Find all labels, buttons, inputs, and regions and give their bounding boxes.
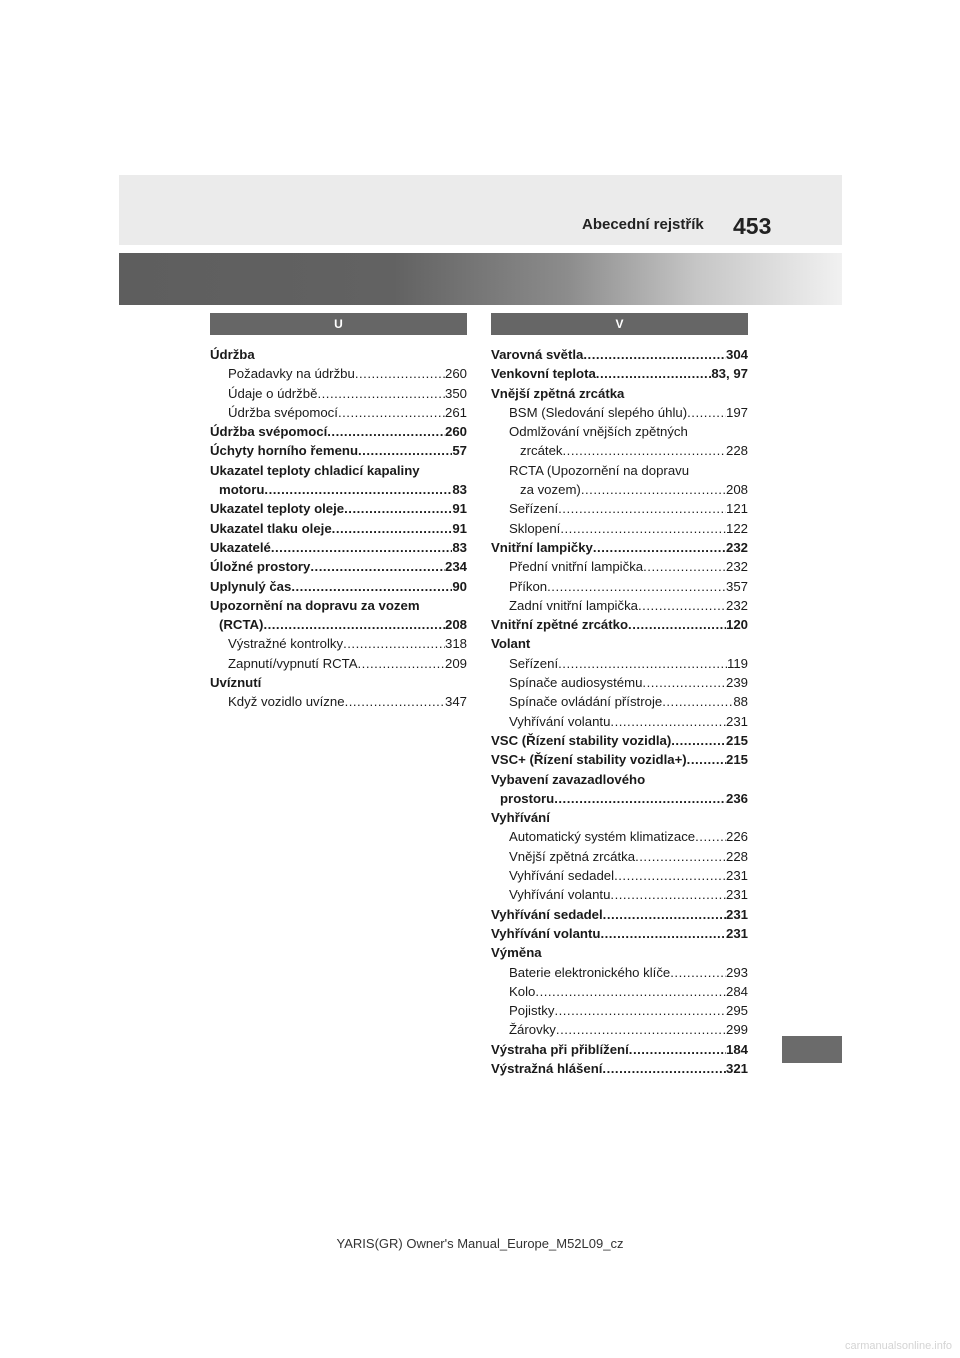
index-entry-label: motoru	[219, 482, 265, 498]
dot-leader	[327, 422, 445, 441]
footer-text: YARIS(GR) Owner's Manual_Europe_M52L09_cz	[336, 1236, 624, 1251]
index-entry-label: Odmlžování vnějších zpětných	[509, 424, 688, 440]
index-entry	[491, 982, 748, 1001]
index-entry-label: Volant	[491, 636, 531, 652]
index-entry	[491, 827, 748, 846]
index-entry-page: 231	[725, 868, 748, 884]
section-title: Abecední rejstřík	[582, 216, 704, 233]
index-entry-page: 231	[725, 713, 748, 729]
watermark: carmanualsonline.info	[844, 1340, 952, 1352]
index-entry	[491, 731, 748, 750]
dot-leader	[535, 982, 726, 1001]
letter-heading-u: U	[210, 313, 467, 335]
index-entry	[491, 808, 748, 827]
index-entry-page: 120	[725, 617, 748, 633]
index-entry	[491, 403, 748, 422]
dot-leader	[687, 750, 726, 769]
dot-leader	[614, 866, 726, 885]
dot-leader	[556, 1020, 726, 1039]
index-entry	[210, 461, 467, 480]
index-entry-label: (RCTA)	[219, 617, 264, 633]
index-entry-page: 232	[725, 597, 748, 613]
index-entry-page: 231	[725, 887, 748, 903]
index-entry-page: 260	[444, 424, 467, 440]
index-entry-page: 215	[725, 752, 748, 768]
index-entry	[491, 654, 748, 673]
decorative-gradient-band	[119, 253, 842, 305]
dot-leader	[695, 827, 726, 846]
index-entry-page: 350	[444, 385, 467, 401]
index-entry-page: 83, 97	[711, 366, 748, 382]
index-entry-label: za vozem)	[520, 482, 581, 498]
index-entry	[491, 480, 748, 499]
index-entry-label: Vyhřívání sedadel	[509, 868, 615, 884]
index-entry	[491, 634, 748, 653]
index-entry-page: 197	[725, 404, 748, 420]
section-tab-marker	[782, 1036, 842, 1063]
index-entry-page: 236	[725, 790, 748, 806]
index-entry-page: 357	[725, 578, 748, 594]
index-entry-page: 121	[725, 501, 748, 517]
index-entry-label: VSC+ (Řízení stability vozidla+)	[491, 752, 687, 768]
dot-leader	[610, 885, 726, 904]
index-entry	[491, 441, 748, 460]
dot-leader	[593, 538, 726, 557]
index-entry	[491, 943, 748, 962]
index-entry	[210, 538, 467, 557]
index-entry	[210, 654, 467, 673]
index-entry-label: Sklopení	[509, 520, 561, 536]
index-entry	[491, 750, 748, 769]
index-entry-label: Výměna	[491, 945, 542, 961]
index-entry	[491, 963, 748, 982]
dot-leader	[662, 692, 733, 711]
index-entry-label: Údaje o údržbě	[228, 385, 318, 401]
index-entry-label: Ukazatel tlaku oleje	[210, 520, 332, 536]
dot-leader	[317, 384, 445, 403]
dot-leader	[291, 577, 452, 596]
dot-leader	[635, 847, 726, 866]
index-entry-label: Upozornění na dopravu za vozem	[210, 597, 420, 613]
index-entry	[491, 905, 748, 924]
dot-leader	[558, 654, 727, 673]
index-entry-label: Úložné prostory	[210, 559, 311, 575]
index-entry	[491, 770, 748, 789]
index-entry	[210, 403, 467, 422]
index-entry	[210, 673, 467, 692]
index-entry-label: Zapnutí/vypnutí RCTA	[228, 655, 358, 671]
index-entry-label: Když vozidlo uvízne	[228, 694, 345, 710]
index-entry	[491, 577, 748, 596]
index-entry-label: Zadní vnitřní lampička	[509, 597, 638, 613]
dot-leader	[628, 615, 726, 634]
dot-leader	[629, 1040, 726, 1059]
index-entry-page: 239	[725, 675, 748, 691]
index-entry-label: Vyhřívání volantu	[509, 713, 611, 729]
dot-leader	[600, 924, 726, 943]
index-entry-label: Žárovky	[509, 1022, 556, 1038]
index-entry-page: 208	[725, 482, 748, 498]
index-entry-label: Výstražné kontrolky	[228, 636, 344, 652]
dot-leader	[344, 499, 452, 518]
index-entry-label: Vyhřívání sedadel	[491, 906, 603, 922]
index-entries-u	[210, 345, 467, 712]
index-entry-page: 347	[444, 694, 467, 710]
index-entry-label: Automatický systém klimatizace	[509, 829, 696, 845]
index-entry	[210, 634, 467, 653]
index-entry	[210, 345, 467, 364]
dot-leader	[643, 557, 726, 576]
index-entry	[491, 673, 748, 692]
index-entry-label: Uplynulý čas	[210, 578, 292, 594]
page-number: 453	[733, 213, 772, 239]
dot-leader	[332, 519, 453, 538]
index-entry-label: Ukazatel teploty chladicí kapaliny	[210, 462, 420, 478]
index-entry-label: zrcátek	[520, 443, 563, 459]
dot-leader	[345, 692, 445, 711]
index-entry-page: 295	[725, 1003, 748, 1019]
index-entry-page: 91	[452, 501, 467, 517]
index-entry-page: 318	[444, 636, 467, 652]
index-entry-label: Spínače ovládání přístroje	[509, 694, 663, 710]
index-entry-page: 208	[444, 617, 467, 633]
index-entry-label: Spínače audiosystému	[509, 675, 643, 691]
index-entry-page: 231	[725, 925, 748, 941]
dot-leader	[596, 364, 712, 383]
index-entry-label: Výstražná hlášení	[491, 1060, 603, 1076]
index-entry-label: prostoru	[500, 790, 555, 806]
index-entry-label: Kolo	[509, 983, 536, 999]
index-entry	[491, 885, 748, 904]
index-entry-page: 209	[444, 655, 467, 671]
index-entry-page: 293	[725, 964, 748, 980]
index-entry-page: 90	[452, 578, 467, 594]
dot-leader	[338, 403, 445, 422]
index-entry	[491, 1059, 748, 1078]
index-entry-label: Údržba svépomocí	[228, 404, 338, 420]
index-entry	[491, 847, 748, 866]
dot-leader	[264, 480, 452, 499]
index-entry-page: 226	[725, 829, 748, 845]
index-entry-page: 232	[725, 559, 748, 575]
dot-leader	[560, 519, 726, 538]
index-entry-label: RCTA (Upozornění na dopravu	[509, 462, 690, 478]
index-entry	[491, 692, 748, 711]
index-entry	[491, 461, 748, 480]
dot-leader	[554, 789, 726, 808]
index-entry	[210, 577, 467, 596]
index-entry	[210, 692, 467, 711]
index-entry	[491, 499, 748, 518]
index-entry-label: Vyhřívání volantu	[509, 887, 611, 903]
index-entry-page: 321	[725, 1060, 748, 1076]
index-entry	[210, 480, 467, 499]
index-entry-label: Vnitřní lampičky	[491, 539, 593, 555]
index-entry	[210, 384, 467, 403]
index-entry	[210, 519, 467, 538]
dot-leader	[547, 577, 726, 596]
index-entry-label: Vnitřní zpětné zrcátko	[491, 617, 629, 633]
dot-leader	[583, 345, 726, 364]
index-entry-page: 284	[725, 983, 748, 999]
dot-leader	[558, 499, 726, 518]
index-entry-label: Požadavky na údržbu	[228, 366, 355, 382]
dot-leader	[671, 731, 726, 750]
index-entry-label: Vybavení zavazadlového	[491, 771, 646, 787]
index-entry	[491, 345, 748, 364]
index-entry-page: 119	[726, 655, 748, 671]
index-entry	[491, 422, 748, 441]
dot-leader	[642, 673, 726, 692]
index-entry	[491, 519, 748, 538]
index-entry-page: 299	[725, 1022, 748, 1038]
index-entry-label: Varovná světla	[491, 347, 584, 362]
index-entry-page: 234	[444, 559, 467, 575]
dot-leader	[638, 596, 726, 615]
index-entry	[210, 422, 467, 441]
index-entry	[491, 924, 748, 943]
index-entry-label: Ukazatelé	[210, 539, 271, 555]
dot-leader	[563, 441, 726, 460]
dot-leader	[355, 364, 445, 383]
index-entry	[491, 1001, 748, 1020]
index-entry-page: 261	[444, 404, 467, 420]
index-entry-label: Venkovní teplota	[491, 366, 596, 382]
index-entry	[491, 364, 748, 383]
dot-leader	[603, 905, 726, 924]
index-entry	[491, 712, 748, 731]
index-entry-page: 57	[452, 443, 467, 459]
index-entry-page: 232	[725, 539, 748, 555]
index-entry-label: Vnější zpětná zrcátka	[509, 848, 636, 864]
index-column-v	[491, 313, 748, 1078]
index-entry	[491, 1040, 748, 1059]
index-entry	[210, 441, 467, 460]
dot-leader	[610, 712, 726, 731]
index-entries-v	[491, 345, 748, 1078]
index-entry-page: 228	[725, 443, 748, 459]
dot-leader	[358, 654, 445, 673]
dot-leader	[687, 403, 726, 422]
index-entry-label: Vnější zpětná zrcátka	[491, 385, 625, 401]
index-entry-label: Baterie elektronického klíče	[509, 964, 671, 980]
index-entry	[210, 596, 467, 615]
index-entry-page: 88	[733, 694, 748, 710]
index-entry-label: Vyhřívání volantu	[491, 925, 601, 941]
index-entry	[491, 384, 748, 403]
index-entry-page: 215	[725, 732, 748, 748]
index-entry-label: Údržba	[210, 347, 255, 362]
index-entry-page: 122	[725, 520, 748, 536]
dot-leader	[263, 615, 445, 634]
index-entry-label: Uvíznutí	[210, 675, 262, 691]
dot-leader	[602, 1059, 726, 1078]
index-entry-page: 83	[452, 482, 467, 498]
index-entry-page: 91	[452, 520, 467, 536]
dot-leader	[554, 1001, 726, 1020]
index-entry	[491, 557, 748, 576]
dot-leader	[358, 441, 452, 460]
index-entry	[491, 789, 748, 808]
index-entry-label: Ukazatel teploty oleje	[210, 501, 345, 517]
index-entry-page: 231	[725, 906, 748, 922]
dot-leader	[310, 557, 445, 576]
index-entry-label: Výstraha při přiblížení	[491, 1041, 629, 1057]
index-entry	[210, 499, 467, 518]
index-entry-label: Seřízení	[509, 655, 559, 671]
dot-leader	[343, 634, 445, 653]
index-entry-label: VSC (Řízení stability vozidla)	[491, 732, 672, 748]
index-entry-page: 228	[725, 848, 748, 864]
dot-leader	[271, 538, 452, 557]
index-entry-label: Příkon	[509, 578, 548, 594]
index-entry-label: Úchyty horního řemenu	[210, 443, 359, 459]
index-entry-label: Vyhřívání	[491, 810, 550, 826]
index-entry	[491, 596, 748, 615]
dot-leader	[670, 963, 726, 982]
index-entry-label: Seřízení	[509, 501, 559, 517]
index-entry-label: BSM (Sledování slepého úhlu)	[509, 404, 688, 420]
index-entry-page: 260	[444, 366, 467, 382]
index-entry	[210, 364, 467, 383]
index-entry-label: Pojistky	[509, 1003, 555, 1019]
index-entry	[491, 538, 748, 557]
index-entry-page: 304	[725, 347, 748, 362]
index-column-u	[210, 313, 467, 712]
index-entry	[491, 866, 748, 885]
index-entry	[210, 557, 467, 576]
index-entry	[210, 615, 467, 634]
letter-heading-v: V	[491, 313, 748, 335]
index-entry-label: Přední vnitřní lampička	[509, 559, 644, 575]
index-entry-label: Údržba svépomocí	[210, 424, 328, 440]
index-entry	[491, 615, 748, 634]
index-entry-page: 184	[725, 1041, 748, 1057]
index-entry-page: 83	[452, 539, 467, 555]
index-entry	[491, 1020, 748, 1039]
dot-leader	[581, 480, 726, 499]
